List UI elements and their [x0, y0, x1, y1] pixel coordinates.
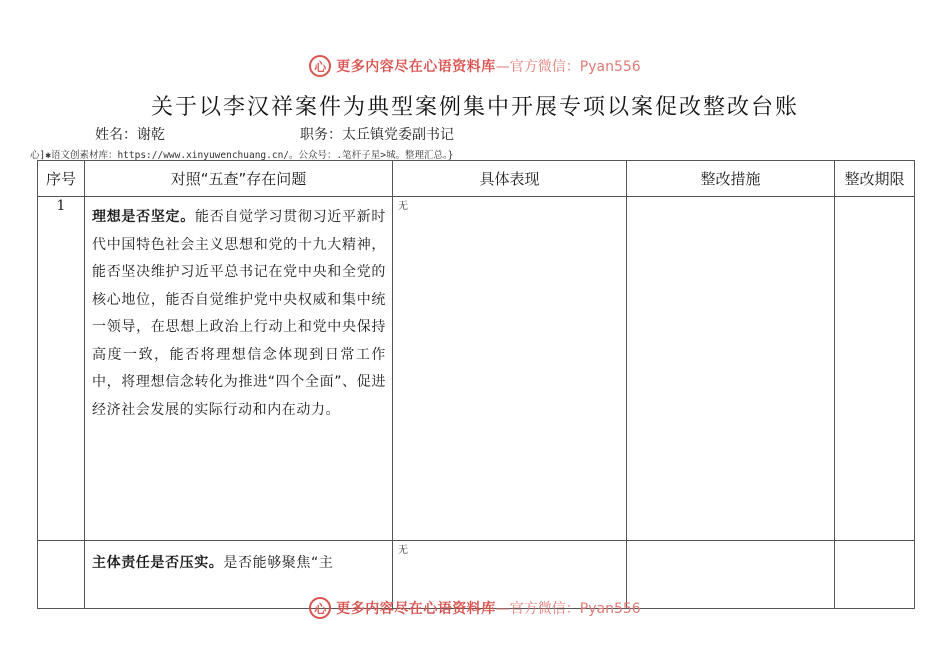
table-header-row	[38, 161, 915, 197]
header-issue: 对照“五查”存在问题	[85, 161, 393, 197]
watermark-logo-icon: 心	[309, 55, 331, 77]
header-measure: 整改措施	[627, 161, 835, 197]
watermark-top	[0, 52, 950, 80]
issue-body: 能否自觉学习贯彻习近平新时代中国特色社会主义思想和党的十九大精神，能否坚决维护习近平总书记在党中央和全党的核心地位，能否自觉维护党中央权威和集中统一领导，在思想上政治上行动上和党中央保持高度一致，能否将理想信念体现到日常工作中，将理想信念转化为推进“四个全面”、促进经济社会发展的实际行动和内在动力。	[92, 209, 386, 418]
watermark-sub-text: —官方微信：Pyan556	[495, 59, 641, 75]
source-line: 心]✱语文创素材库：https://www.xinyuwenchuang.cn/。公众号：.笔杆子星>城。整理汇总。}	[30, 150, 454, 161]
issue-body: 是否能够聚焦“主	[223, 555, 334, 571]
issue-lead: 主体责任是否压实。	[92, 555, 224, 571]
meta-line	[95, 124, 895, 144]
header-seq: 序号	[38, 161, 85, 197]
name-field: 姓名：谢乾	[95, 127, 165, 143]
issue-cell	[85, 197, 393, 541]
watermark-sub-text: —官方微信：Pyan556	[495, 601, 641, 617]
deadline-cell	[835, 197, 915, 541]
seq-cell: 1	[38, 197, 85, 541]
header-deadline: 整改期限	[835, 161, 915, 197]
watermark-main-text: 更多内容尽在心语资料库	[336, 59, 496, 75]
watermark-bottom	[0, 594, 950, 622]
issue-lead: 理想是否坚定。	[92, 209, 195, 225]
position-field: 职务：太丘镇党委副书记	[300, 127, 454, 143]
rectification-ledger-table	[37, 160, 915, 609]
measure-cell	[627, 197, 835, 541]
detail-cell: 无	[393, 197, 627, 541]
document-title: 关于以李汉祥案件为典型案例集中开展专项以案促改整改台账	[150, 95, 799, 120]
table-row	[38, 197, 915, 541]
detail-cell: 无	[393, 541, 627, 609]
watermark-main-text: 更多内容尽在心语资料库	[336, 601, 496, 617]
watermark-logo-icon: 心	[309, 597, 331, 619]
header-detail: 具体表现	[393, 161, 627, 197]
